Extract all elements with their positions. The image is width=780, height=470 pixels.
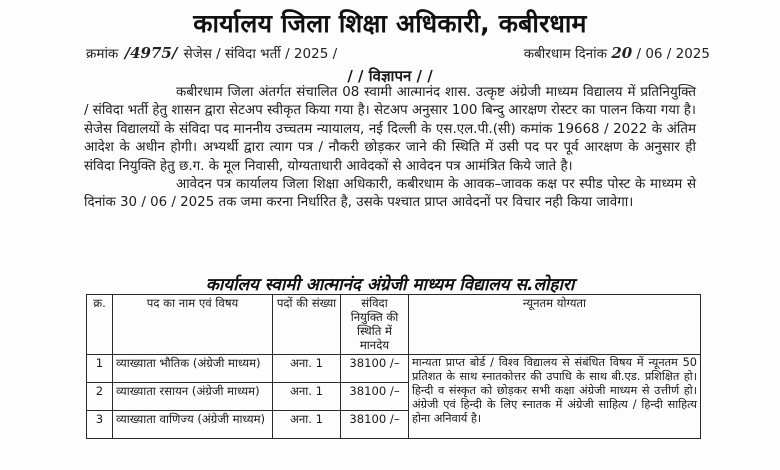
- row-salary: 38100 /–: [341, 383, 409, 411]
- notice-heading: / / विज्ञापन / /: [347, 67, 433, 85]
- qualification-cell: मान्यता प्राप्त बोर्ड / विश्व विद्यालय से संबंधित विषय में न्यूनतम 50 प्रतिशत के साथ स्नातकोत्तर की उपाधि के साथ बी.एड. प्रशिक्षित हो। हिन्दी व संस्कृत को छोड़कर सभी कक्षा अंग्रेजी माध्यम से उत्तीर्ण हो। अंग्रेजी एवं हिन्दी के लिए स्नातक में अंग्रेजी साहित्य / हिन्दी साहित्य होना अनिवार्य है।: [409, 355, 701, 439]
- row-salary: 38100 /–: [341, 411, 409, 439]
- date-line: [524, 44, 710, 62]
- date-rest: / 06 / 2025: [636, 46, 710, 62]
- ref-rest: सेजेस / संविदा भर्ती / 2025 /: [183, 46, 338, 62]
- date-day-handwritten: 20: [611, 44, 633, 62]
- office-title: कार्यालय जिला शिक्षा अधिकारी, कबीरधाम: [193, 9, 587, 38]
- notice-body: [84, 84, 696, 213]
- header-vacancies: पदों की संख्या: [273, 295, 341, 355]
- table-row: [87, 355, 701, 383]
- header-post: पद का नाम एवं विषय: [113, 295, 273, 355]
- table-header-row: [87, 295, 701, 355]
- row-vacancies: अना. 1: [273, 355, 341, 383]
- notice-paragraph-2: आवेदन पत्र कार्यालय जिला शिक्षा अधिकारी, कबीरधाम के आवक–जावक कक्ष पर स्पीड पोस्ट के माध्यम से दिनांक 30 / 06 / 2025 तक जमा करना निर्धारित है, उसके पश्चात प्राप्त आवेदनों पर विचार नही किया जावेगा।: [84, 177, 696, 211]
- row-vacancies: अना. 1: [273, 383, 341, 411]
- row-salary: 38100 /–: [341, 355, 409, 383]
- header-qualification: न्यूनतम योग्यता: [409, 295, 701, 355]
- ref-number-handwritten: /4975/: [124, 44, 178, 62]
- posts-table: [86, 294, 701, 439]
- row-post: व्याख्याता रसायन (अंग्रेजी माध्यम): [113, 383, 273, 411]
- row-serial: 1: [87, 355, 113, 383]
- ref-prefix: क्रमांक: [86, 46, 119, 62]
- row-post: व्याख्याता वाणिज्य (अंग्रेजी माध्यम): [113, 411, 273, 439]
- notice-paragraph-1: कबीरधाम जिला अंतर्गत संचालित 08 स्वामी आत्मानंद शास. उत्कृष्ट अंग्रेजी माध्यम विद्यालय में प्रतिनियुक्ति / संविदा भर्ती हेतु शासन द्वारा सेटअप स्वीकृत किया गया है। सेटअप अनुसार 100 बिन्दु आरक्षण रोस्टर का पालन किया गया है। सेजेस विद्यालयों के संविदा पद माननीय उच्चतम न्यायालय, नई दिल्ली के एस.एल.पी.(सी) कमांक 19668 / 2022 के अंतिम आदेश के अधीन होगी। अभ्यर्थी द्वारा त्याग पत्र / नौकरी छोड़कर जाने की स्थिति में उसी पद पर पूर्व आरक्षण के अनुसार ही संविदा नियुक्ति हेतु छ.ग. के मूल निवासी, योग्यताधारी आवेदकों से आवेदन पत्र आमंत्रित किये जाते है।: [84, 85, 696, 174]
- row-serial: 3: [87, 411, 113, 439]
- row-post: व्याख्याता भौतिक (अंग्रेजी माध्यम): [113, 355, 273, 383]
- date-prefix: कबीरधाम दिनांक: [523, 46, 608, 62]
- header-salary: संविदा नियुक्ति की स्थिति में मानदेय: [341, 295, 409, 355]
- reference-number-line: [86, 44, 337, 62]
- school-title: कार्यालय स्वामी आत्मानंद अंग्रेजी माध्यम विद्यालय स.लोहारा: [205, 275, 575, 295]
- row-vacancies: अना. 1: [273, 411, 341, 439]
- header-serial: क्र.: [87, 295, 113, 355]
- row-serial: 2: [87, 383, 113, 411]
